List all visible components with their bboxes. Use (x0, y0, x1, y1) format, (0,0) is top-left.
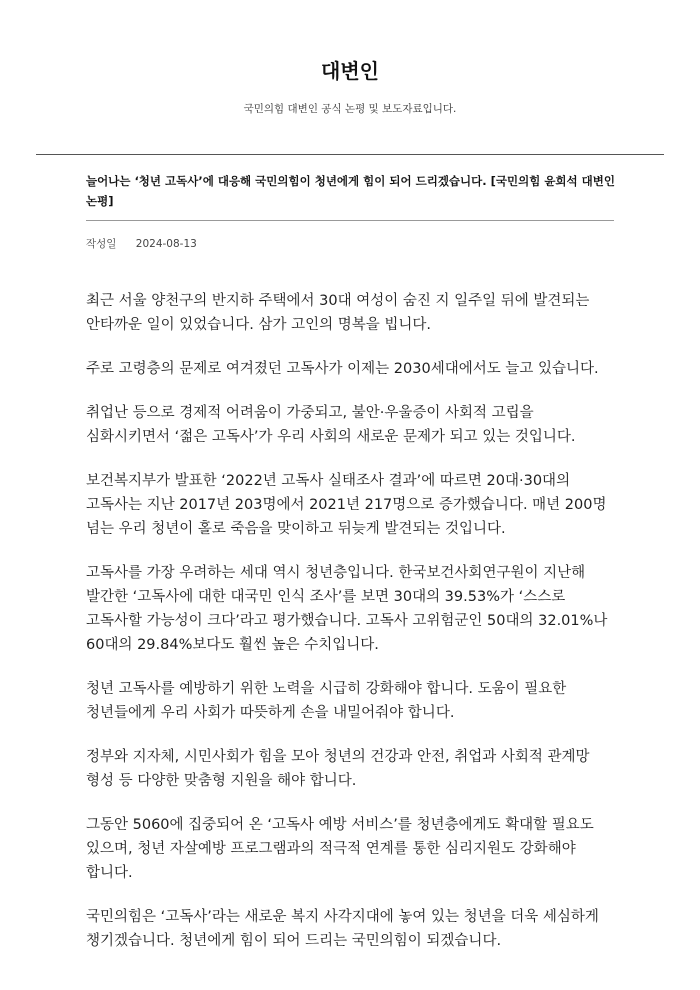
paragraph: 고독사를 가장 우려하는 세대 역시 청년층입니다. 한국보건사회연구원이 지난해 발간한 ‘고독사에 대한 대국민 인식 조사’를 보면 30대의 39.53%가 ‘스스로 고독사할 가능성이 크다’라고 평가했습니다. 고독사 고위험군인 50대의 32.01%나 60대의 29.84%보다도 훨씬 높은 수치입니다. (86, 565, 608, 653)
paragraph: 주로 고령층의 문제로 여겨졌던 고독사가 이제는 2030세대에서도 늘고 있습니다. (86, 361, 599, 377)
article-body (86, 289, 616, 953)
paragraph: 정부와 지자체, 시민사회가 힘을 모아 청년의 건강과 안전, 취업과 사회적 관계망 형성 등 다양한 맞춤형 지원을 해야 합니다. (86, 749, 590, 789)
paragraph: 보건복지부가 발표한 ‘2022년 고독사 실태조사 결과’에 따르면 20대·30대의 고독사는 지난 2017년 203명에서 2021년 217명으로 증가했습니다. 매년 200명 넘는 우리 청년이 홀로 죽음을 맞이하고 뒤늦게 발견되는 것입니다. (86, 473, 607, 537)
article-title: 늘어나는 ‘청년 고독사’에 대응해 국민의힘이 청년에게 힘이 되어 드리겠습니다. [국민의힘 윤희석 대변인 논평] (86, 174, 615, 208)
paragraph: 취업난 등으로 경제적 어려움이 가중되고, 불안·우울증이 사회적 고립을 심화시키면서 ‘젊은 고독사’가 우리 사회의 새로운 문제가 되고 있는 것입니다. (86, 405, 576, 445)
article-date: 2024-08-13 (135, 238, 197, 250)
header-divider (36, 154, 664, 155)
paragraph: 그동안 5060에 집중되어 온 ‘고독사 예방 서비스’를 청년층에게도 확대할 필요도 있으며, 청년 자살예방 프로그램과의 적극적 연계를 통한 심리지원도 강화해야 합니다. (86, 817, 594, 881)
date-label: 작성일 (86, 238, 117, 250)
article-meta (86, 237, 700, 251)
page-header (0, 0, 700, 116)
paragraph: 최근 서울 양천구의 반지하 주택에서 30대 여성이 숨진 지 일주일 뒤에 발견되는 안타까운 일이 있었습니다. 삼가 고인의 명복을 빕니다. (86, 293, 590, 333)
paragraph: 청년 고독사를 예방하기 위한 노력을 시급히 강화해야 합니다. 도움이 필요한 청년들에게 우리 사회가 따뜻하게 손을 내밀어줘야 합니다. (86, 681, 567, 721)
title-divider (86, 220, 614, 221)
paragraph: 국민의힘은 ‘고독사’라는 새로운 복지 사각지대에 놓여 있는 청년을 더욱 세심하게 챙기겠습니다. 청년에게 힘이 되어 드리는 국민의힘이 되겠습니다. (86, 909, 599, 949)
page-subtitle: 국민의힘 대변인 공식 논평 및 보도자료입니다. (243, 103, 457, 115)
page-title: 대변인 (321, 59, 379, 83)
